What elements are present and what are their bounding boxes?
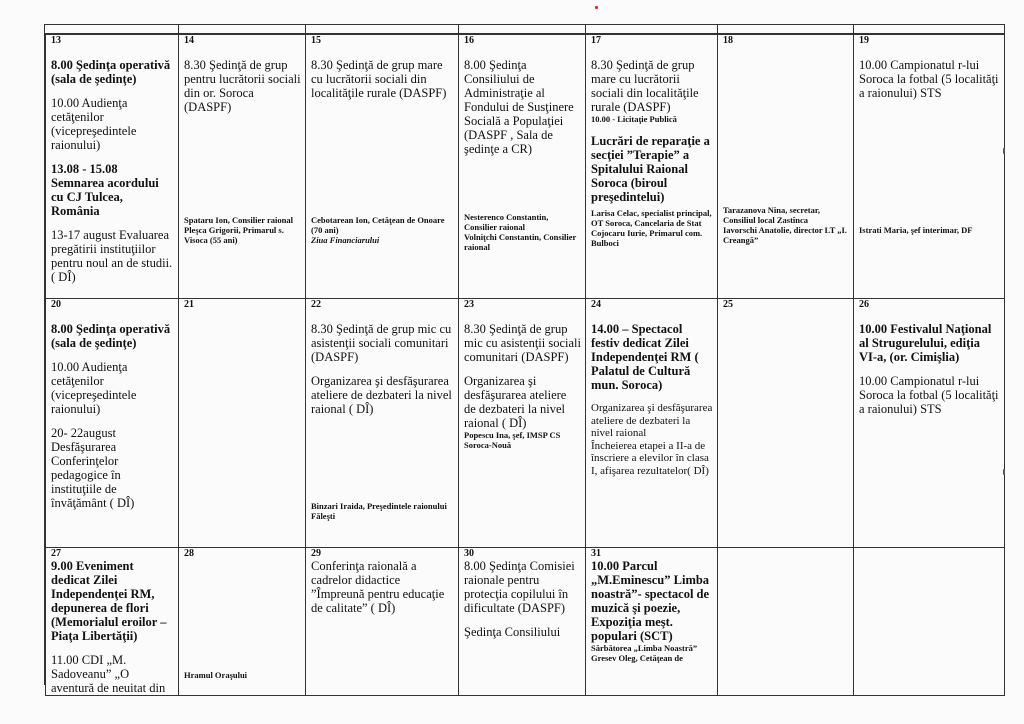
event-text: 10.00 Campionatul r-lui Soroca la fotbal (5 localităţi a raionului) STS: [859, 58, 999, 100]
day-cell: [459, 35, 586, 299]
day-number: [723, 548, 849, 559]
day-number: 23: [464, 299, 474, 310]
day-cell: [306, 299, 459, 548]
header-strip: [45, 24, 1004, 34]
event-text: Sărbătorea „Limba Noastră”: [591, 643, 698, 653]
event-text: Organizarea şi desfăşurarea ateliere de dezbateri la nivel raional ( DÎ): [311, 374, 452, 416]
event-text: 10.00 Campionatul r-lui Soroca la fotbal (5 localităţi a raionului) STS: [859, 374, 999, 416]
note-line: Tarazanova Nina, secretar, Consiliul local Zastînca: [723, 205, 820, 225]
event-text: Popescu Ina, şef, IMSP CS Soroca-Nouă: [464, 430, 561, 450]
birthday-note: [311, 501, 454, 521]
day-number: 30: [464, 548, 474, 559]
day-number: 16: [464, 35, 474, 46]
note-line: Ziua Financiarului: [311, 235, 380, 245]
day-number: 31: [591, 548, 601, 559]
day-number: [859, 548, 1000, 559]
day-number: 17: [591, 35, 601, 46]
day-cell: [586, 299, 718, 548]
birthday-note: [464, 212, 581, 252]
day-number: 14: [184, 35, 194, 46]
calendar-table: [45, 34, 1005, 696]
day-number: 19: [859, 35, 869, 46]
day-number: 21: [184, 299, 194, 310]
event-text: 8.00 Şedinţa operativă (sala de şedinţe): [51, 322, 171, 350]
calendar-week-row: [46, 548, 1005, 696]
note-line: Larisa Celac, specialist principal, OT Soroca, Cancelaria de Stat: [591, 208, 712, 228]
day-cell: [306, 35, 459, 299]
event-text: 20- 22august Desfăşurarea Conferinţelor pedagogice în instituţiile de învăţământ ( DÎ): [51, 426, 135, 510]
birthday-note: [723, 205, 849, 245]
day-cell: [179, 299, 306, 548]
event-text: Organizarea şi desfăşurarea ateliere de dezbateri la nivel raional: [591, 402, 713, 439]
day-cell: [46, 548, 179, 696]
event-text: 8.30 Şedinţă de grup mare cu lucrătorii sociali din localităţile rurale (DASPF): [311, 58, 447, 100]
event-text: 8.00 Şedinţa Comisiei raionale pentru protecţia copilului în dificultate (DASPF): [464, 559, 575, 615]
day-number: 24: [591, 299, 601, 310]
day-cell: [718, 299, 854, 548]
day-cell: [718, 548, 854, 696]
event-text: 10.00 Audienţa cetăţenilor (vicepreşedintele raionului): [51, 360, 137, 416]
event-text: 13.08 - 15.08 Semnarea acordului cu CJ Tulcea, România: [51, 162, 159, 218]
day-number: 18: [723, 35, 733, 46]
note-line: Iavorschi Anatolie, director LT „I. Creangă”: [723, 225, 847, 245]
event-text: 8.00 Şedinţa operativă (sala de şedinţe): [51, 58, 171, 86]
birthday-note: [311, 215, 454, 245]
day-number: 13: [51, 35, 61, 46]
day-cell: [179, 548, 306, 696]
event-text: 9.00 Eveniment dedicat Zilei Independenţei RM, depunerea de flori (Memorialul eroilor – Piaţa Libertăţii): [51, 559, 167, 643]
calendar-sheet: [44, 24, 1005, 695]
note-line: Binzari Iraida, Preşedintele raionului Făleşti: [311, 501, 447, 521]
day-number: 29: [311, 548, 321, 559]
event-text: 13-17 august Evaluarea pregătirii instituţiilor pentru noul an de studii. ( DÎ): [51, 228, 173, 284]
day-number: 25: [723, 299, 733, 310]
event-text: 10.00 Festivalul Naţional al Strugurelului, ediţia VI-a, (or. Cimişlia): [859, 322, 992, 364]
day-number: 22: [311, 299, 321, 310]
ink-mark: [1003, 148, 1005, 154]
event-text: 8.30 Şedinţă de grup mare cu lucrătorii sociali din localităţile rurale (DASPF): [591, 58, 699, 114]
note-line: Spataru Ion, Consilier raional: [184, 215, 293, 225]
day-cell: [586, 35, 718, 299]
event-text: 11.00 CDI „M. Sadoveanu” „O aventură de neuitat din: [51, 653, 166, 695]
day-number: 27: [51, 548, 61, 559]
note-line: Volniţchi Constantin, Consilier raional: [464, 232, 577, 252]
event-text: Lucrări de reparaţie a secţiei ”Terapie” a Spitalului Raional Soroca (biroul preşedintelui): [591, 134, 710, 204]
calendar-week-row: [46, 299, 1005, 548]
calendar-week-row: [46, 35, 1005, 299]
day-number: 28: [184, 548, 194, 559]
event-text: 8.30 Şedinţă de grup mic cu asistenţii sociali comunitari (DASPF): [464, 322, 581, 364]
day-cell: [459, 548, 586, 696]
ink-mark: [1003, 469, 1005, 475]
birthday-note: [184, 215, 301, 245]
ink-mark: [595, 6, 598, 9]
day-cell: [459, 299, 586, 548]
note-line: Pleşca Grigorii, Primarul s. Visoca (55 ani): [184, 225, 284, 245]
note-line: Cojocaru Iurie, Primarul com. Bulboci: [591, 228, 703, 248]
note-line: Istrati Maria, şef interimar, DF: [859, 225, 973, 235]
day-cell: [46, 299, 179, 548]
note-line: Cebotarean Ion, Cetăţean de Onoare (70 ani): [311, 215, 445, 235]
note-line: Nesterenco Constantin, Consilier raional: [464, 212, 549, 232]
birthday-note: [184, 670, 301, 680]
day-cell: [854, 548, 1005, 696]
day-number: 20: [51, 299, 61, 310]
event-text: Conferinţa raională a cadrelor didactice ”Împreună pentru educaţie de calitate” ( DÎ): [311, 559, 445, 615]
day-cell: [586, 548, 718, 696]
event-text: 14.00 – Spectacol festiv dedicat Zilei Independenţei RM ( Palatul de Cultură mun. Soroca): [591, 322, 699, 392]
day-cell: [46, 35, 179, 299]
event-text: Gresev Oleg, Cetăţean de: [591, 653, 683, 663]
day-number: 15: [311, 35, 321, 46]
note-line: Hramul Oraşului: [184, 670, 248, 680]
day-cell: [854, 35, 1005, 299]
event-text: Organizarea şi desfăşurarea ateliere de dezbateri la nivel raional ( DÎ): [464, 374, 567, 430]
day-cell: [179, 35, 306, 299]
event-text: 8.00 Şedinţa Consiliului de Administraţie al Fondului de Susţinere Socială a Populaţiei (DASPF , Sala de şedinţe a CR): [464, 58, 574, 156]
day-cell: [306, 548, 459, 696]
birthday-note: [859, 225, 1000, 235]
day-cell: [718, 35, 854, 299]
event-text: Încheierea etapei a II-a de înscriere a elevilor în clasa I, afişarea rezultatelor( DÎ): [591, 439, 709, 477]
day-cell: [854, 299, 1005, 548]
event-text: Şedinţa Consiliului: [464, 625, 561, 639]
event-text: 10.00 Parcul „M.Eminescu” Limba noastră”- spectacol de muzică şi poezie, Expoziţia meşt. populari (SCT): [591, 559, 710, 643]
event-text: 8.30 Şedinţă de grup mic cu asistenţii sociali comunitari (DASPF): [311, 322, 452, 364]
event-text: 8.30 Şedinţă de grup pentru lucrătorii sociali din or. Soroca (DASPF): [184, 58, 301, 114]
day-number: 26: [859, 299, 869, 310]
birthday-note: [591, 208, 713, 248]
event-text: 10.00 Audienţa cetăţenilor (vicepreşedintele raionului): [51, 96, 137, 152]
event-text: 10.00 - Licitaţie Publică: [591, 114, 677, 124]
